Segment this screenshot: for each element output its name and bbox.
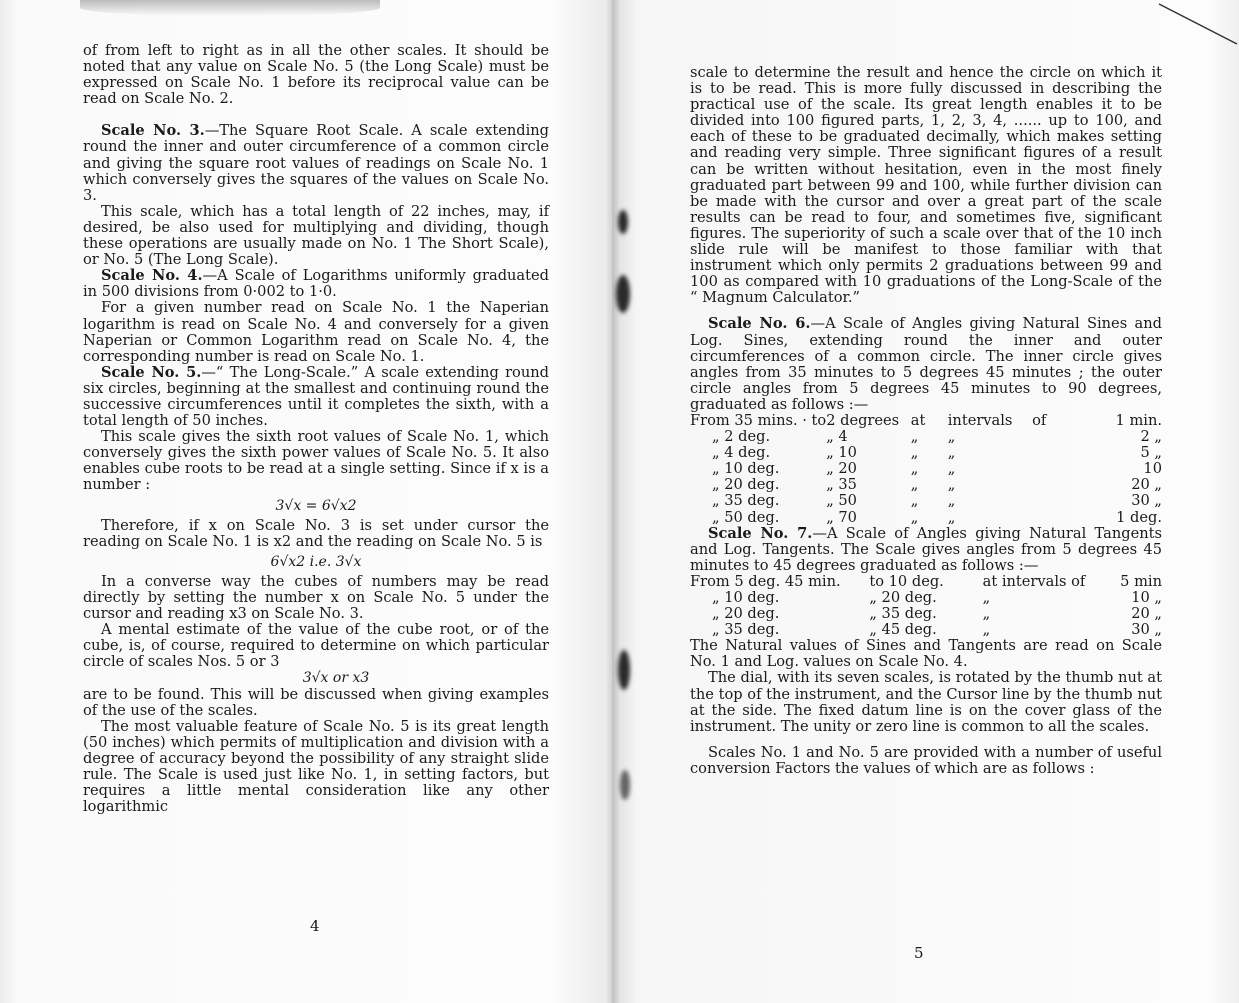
formula-cube-root: 3√x = 6√x2 [275, 497, 357, 514]
scale-3-description: —The Square Root Scale. A scale extending round the inner and outer circumference of a common circle and giving the square root values of readings on Scale No. 1 which conversely gives the squares of the values on Scale No. 3. [83, 122, 549, 204]
graduation-cell: „ 10 deg. [712, 460, 780, 478]
right-page [612, 0, 1239, 1003]
graduation-cell: „ 35 deg. [869, 605, 937, 623]
scale-5-description: —“ The Long-Scale.” A scale extending round six circles, beginning at the smallest and continuing round the successive circumferences until it completes the sixth, with a total length of 50 inches. [83, 363, 549, 430]
graduation-cell: 20 „ [1131, 605, 1162, 623]
graduation-cell: „ 10 [826, 444, 857, 462]
graduation-row [690, 477, 1162, 493]
scale-7-description: —A Scale of Angles giving Natural Tangents and Log. Tangents. The Scale gives angles from 5 degrees 45 minutes to 45 degrees graduated as follows :— [690, 524, 1162, 574]
graduation-row [690, 445, 1162, 461]
graduation-cell: 1 deg. [1116, 508, 1162, 526]
scale-3-length-paragraph: This scale, which has a total length of 22 inches, may, if desired, be also used for multiplying and dividing, though these operations are usually made on No. 1 The Short Scale), or No. 5 (The Long Scale). [83, 202, 549, 269]
graduation-cell: at intervals of [982, 572, 1086, 590]
graduation-cell: „ 35 deg. [712, 621, 780, 639]
scale-5-estimate-paragraph: A mental estimate of the value of the cube root, or of the cube, is, of course, required to determine on which particular circle of scales Nos. 5 or 3 [83, 621, 549, 671]
scale-5-discussed-paragraph: are to be found. This will be discussed when giving examples of the use of the scales. [83, 685, 549, 719]
graduation-cell: „ [947, 492, 956, 510]
graduation-cell: „ 20 deg. [712, 605, 780, 623]
graduation-cell: „ 50 deg. [712, 508, 780, 526]
graduation-cell: „ 50 [826, 492, 857, 510]
graduation-cell: „ [947, 444, 956, 462]
page-shadow [80, 0, 380, 16]
scale-5-heading: Scale No. 5. [101, 363, 202, 381]
left-text-column [83, 43, 549, 815]
graduation-cell: „ [947, 428, 956, 446]
scale-4-description: —A Scale of Logarithms uniformly graduated in 500 divisions from 0·002 to 1·0. [83, 267, 549, 301]
graduation-cell: „ [947, 508, 956, 526]
graduation-cell: 2 degrees [826, 411, 900, 429]
graduation-cell: „ [982, 589, 991, 606]
graduation-cell: „ 35 deg. [712, 492, 780, 510]
graduation-cell: „ [982, 605, 991, 623]
graduation-row [690, 622, 1162, 638]
scale-5-therefore-paragraph: Therefore, if x on Scale No. 3 is set under cursor the reading on Scale No. 1 is x2 and the reading on Scale No. 5 is [83, 516, 549, 550]
graduation-row [690, 510, 1162, 526]
graduation-cell: From 35 mins. · to [690, 411, 827, 429]
scale-6-paragraph [690, 316, 1162, 413]
graduation-cell: „ [910, 508, 919, 526]
natural-values-paragraph: The Natural values of Sines and Tangents are read on Scale No. 1 and Log. values on Scale No. 4. [690, 637, 1162, 671]
graduation-cell [1032, 445, 1069, 461]
graduation-cell: 20 „ [1131, 476, 1162, 494]
scale-5-converse-paragraph: In a converse way the cubes of numbers may be read directly by setting the number x on Scale No. 5 under the cursor and reading x3 on Scale No. 3. [83, 572, 549, 623]
scale-4-naperian-paragraph: For a given number read on Scale No. 1 the Naperian logarithm is read on Scale No. 4 and conversely for a given Naperian or Common Logarithm read on Scale No. 4, the corresponding number is read on Scale No. 1. [83, 299, 549, 365]
page-number-left: 4 [310, 917, 320, 935]
graduation-cell: „ 70 [826, 508, 857, 526]
graduation-cell: 10 [1143, 460, 1162, 478]
graduation-cell: 30 „ [1131, 492, 1162, 510]
graduation-row [690, 461, 1162, 477]
graduation-cell [1032, 477, 1069, 493]
scale-4-paragraph [83, 268, 549, 300]
scale-6-graduation-table [690, 413, 1162, 526]
graduation-cell: „ 4 deg. [712, 444, 771, 462]
page-corner-fold [1149, 0, 1239, 50]
graduation-cell: intervals [947, 411, 1013, 429]
graduation-row [690, 413, 1162, 429]
graduation-row [690, 493, 1162, 509]
graduation-cell: „ [947, 476, 956, 494]
graduation-cell [1032, 461, 1069, 477]
scale-7-paragraph [690, 526, 1162, 574]
graduation-cell: „ 45 deg. [869, 621, 937, 639]
graduation-cell: 2 „ [1140, 428, 1162, 446]
graduation-cell: „ [910, 476, 919, 494]
graduation-cell: „ [982, 621, 991, 639]
graduation-row [690, 590, 1162, 606]
scale-4-heading: Scale No. 4. [101, 267, 203, 285]
left-page [0, 0, 612, 1003]
scale-7-graduation-table [690, 574, 1162, 638]
conversion-factors-paragraph: Scales No. 1 and No. 5 are provided with a number of useful conversion Factors the values of which are as follows : [690, 743, 1162, 777]
graduation-cell: From 5 deg. 45 min. [690, 572, 841, 590]
page-number-right: 5 [914, 944, 924, 962]
book-gutter [606, 0, 620, 1003]
graduation-cell: to 10 deg. [869, 572, 944, 590]
right-paragraph-continued: scale to determine the result and hence the circle on which it is to be read. This is more fully discussed in describing the practical use of the scale. Its great length enables it to be divided into 100 figured parts, 1, 2, 3, 4, ...... up to 100, and each of these to be graduated decimally, which makes setting and reading very simple. Three significant figures of a result can be written without hesitation, even in the most finely graduated part between 99 and 100, while further division can be made with the cursor and over a great part of the scale results can be read to four, and sometimes five, significant figures. The superiority of such a scale over that of the 10 inch slide rule will be manifest to those familiar with that instrument which only permits 2 graduations between 99 and 100 as compared with 10 graduations of the Long-Scale of the “ Magnum Calculator.” [690, 64, 1162, 307]
graduation-cell: „ 2 deg. [712, 428, 771, 446]
graduation-cell [1032, 493, 1069, 509]
graduation-cell: „ 35 [826, 476, 857, 494]
right-text-column [690, 65, 1162, 777]
graduation-cell: at [910, 411, 926, 429]
graduation-cell: „ 4 [826, 428, 848, 446]
scale-5-sixth-root-paragraph: This scale gives the sixth root values of Scale No. 1, which conversely gives the sixth power values of Scale No. 5. It also enables cube roots to be read at a single setting. Since if x is a number : [83, 428, 549, 494]
graduation-cell: 5 min [1120, 572, 1162, 590]
graduation-cell: 1 min. [1115, 411, 1162, 429]
graduation-cell: „ 20 deg. [869, 589, 937, 606]
graduation-cell: „ 20 [826, 460, 857, 478]
scale-6-description: —A Scale of Angles giving Natural Sines and Log. Sines, extending round the inner and outer circumferences of a common circle. The inner circle gives angles from 35 minutes to 5 degrees 45 minutes ; the outer circle angles from 5 degrees 45 minutes to 90 degrees, graduated as follows :— [690, 315, 1162, 413]
graduation-row [690, 429, 1162, 445]
graduation-cell: „ 20 deg. [712, 476, 780, 494]
graduation-cell [1032, 429, 1069, 445]
graduation-row [690, 606, 1162, 622]
graduation-cell [1032, 510, 1069, 526]
ink-blot [620, 770, 630, 800]
scale-3-paragraph [83, 123, 549, 203]
graduation-cell: „ [947, 460, 956, 478]
graduation-cell: 5 „ [1140, 444, 1162, 462]
scale-5-valuable-paragraph: The most valuable feature of Scale No. 5 is its great length (50 inches) which permits of multiplication and division with a degree of accuracy beyond the possibility of any straight slide rule. The Scale is used just like No. 1, in setting factors, but requires a little mental consideration like any other logarithmic [83, 717, 549, 816]
graduation-cell: „ [910, 460, 919, 478]
graduation-row [690, 574, 1162, 590]
graduation-cell: 10 „ [1131, 589, 1162, 606]
graduation-cell: of [1032, 411, 1047, 429]
graduation-cell: „ 10 deg. [712, 589, 780, 606]
scale-6-heading: Scale No. 6. [708, 315, 811, 333]
graduation-cell: „ [910, 428, 919, 446]
dial-paragraph: The dial, with its seven scales, is rotated by the thumb nut at the top of the instrument, and the Cursor line by the thumb nut at the side. The fixed datum line is on the cover glass of the instrument. The unity or zero line is common to all the scales. [690, 669, 1162, 735]
formula-sixth-root: 6√x2 i.e. 3√x [270, 553, 362, 570]
left-paragraph-continued: of from left to right as in all the other scales. It should be noted that any value on Scale No. 5 (the Long Scale) must be expressed on Scale No. 1 before its reciprocal value can be read on Scale No. 2. [83, 42, 549, 108]
scale-3-heading: Scale No. 3. [101, 122, 205, 140]
graduation-cell: „ [910, 444, 919, 462]
scale-7-heading: Scale No. 7. [708, 524, 813, 542]
graduation-cell: „ [910, 492, 919, 510]
formula-cube: 3√x or x3 [302, 670, 370, 687]
scale-5-paragraph [83, 365, 549, 429]
graduation-cell: 30 „ [1131, 621, 1162, 639]
